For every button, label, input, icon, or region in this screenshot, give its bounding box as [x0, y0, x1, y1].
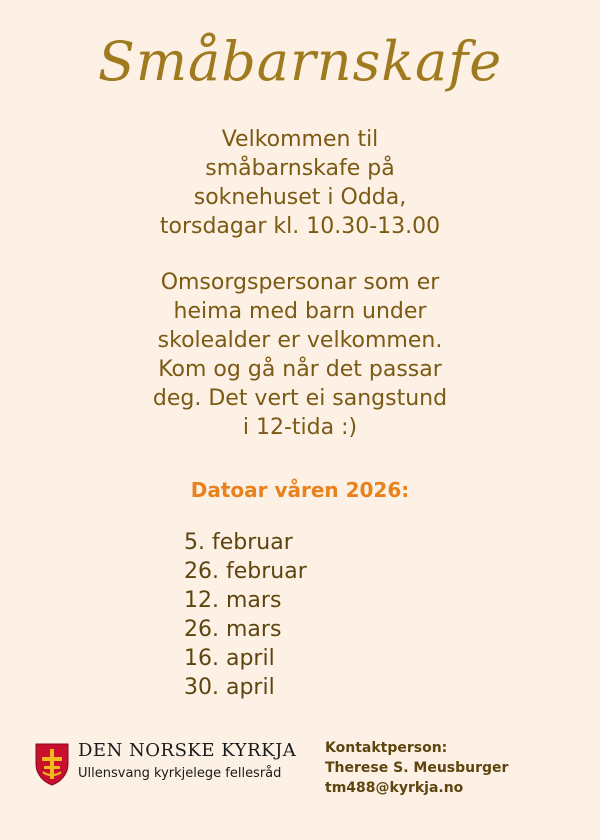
date-item: 5. februar — [184, 530, 293, 555]
info-line: Kom og gå når det passar — [158, 357, 442, 382]
info-line: skolealder er velkommen. — [157, 328, 443, 353]
date-item: 12. mars — [184, 588, 282, 613]
info-line: Omsorgspersonar som er — [160, 270, 440, 295]
date-item: 26. mars — [184, 617, 282, 642]
church-shield-icon — [34, 742, 70, 786]
intro-line: torsdagar kl. 10.30-13.00 — [159, 214, 441, 239]
date-item: 30. april — [184, 675, 275, 700]
contact-block — [325, 738, 508, 798]
intro-line: soknehuset i Odda, — [193, 185, 407, 210]
org-name: DEN NORSKE KYRKJA — [78, 740, 297, 761]
poster-title: Småbarnskafe — [97, 30, 503, 93]
dates-list — [184, 528, 307, 702]
intro-text — [0, 125, 600, 241]
contact-name: Therese S. Meusburger — [325, 760, 509, 776]
date-item: 16. april — [184, 646, 275, 671]
dates-heading: Datoar våren 2026: — [190, 478, 410, 502]
contact-label: Kontaktperson: — [325, 740, 448, 756]
info-text — [0, 268, 600, 442]
info-line: deg. Det vert ei sangstund — [152, 386, 448, 411]
contact-email[interactable]: tm488@kyrkja.no — [325, 780, 464, 796]
intro-line: småbarnskafe på — [205, 156, 395, 181]
church-logo — [34, 740, 304, 790]
org-subtitle: Ullensvang kyrkjelege fellesråd — [78, 766, 282, 781]
date-item: 26. februar — [184, 559, 307, 584]
info-line: i 12-tida :) — [242, 415, 358, 440]
info-line: heima med barn under — [173, 299, 427, 324]
intro-line: Velkommen til — [221, 127, 379, 152]
